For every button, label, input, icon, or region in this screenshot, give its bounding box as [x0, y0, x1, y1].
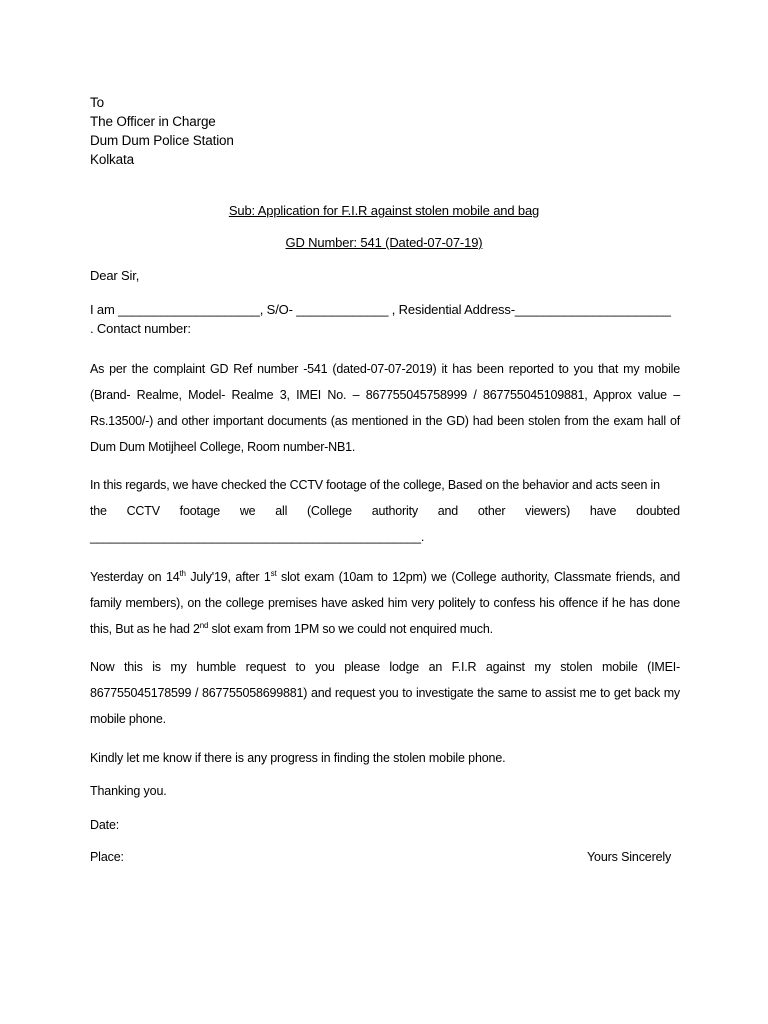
paragraph-complaint: As per the complaint GD Ref number -541 (dated-07-07-2019) it has been reported to you that my mobile (Brand- Realme, Model- Realme 3, IMEI No. – 867755045758999 / 867755045109881, Approx value – Rs.13500/-) and other important documents (as mentioned in the GD) had been stolen from the exam hall of Dum Dum Motijheel College, Room number-NB1.: [90, 362, 680, 454]
cctv-word: we: [239, 504, 256, 518]
cctv-word: footage: [179, 504, 220, 518]
paragraph-cctv: [90, 472, 680, 550]
gd-number: GD Number: 541 (Dated-07-07-19): [285, 235, 483, 250]
intro-line-1: I am ____________________, S/O- _____________ , Residential Address-______________________: [90, 302, 671, 317]
cctv-word: (College: [306, 504, 352, 518]
cctv-line-2: [90, 498, 680, 524]
cctv-word: other: [477, 504, 506, 518]
paragraph-request: Now this is my humble request to you please lodge an F.I.R against my stolen mobile (IMEI-867755045178599 / 867755058699881) and request you to investigate the same to assist me to get back my mobile phone.: [90, 660, 680, 726]
paragraph-progress: Kindly let me know if there is any progress in finding the stolen mobile phone.: [90, 751, 506, 765]
yesterday-part-2: July'19, after 1: [185, 570, 271, 584]
yesterday-sup-3: nd: [199, 621, 209, 630]
place-label: Place:: [90, 850, 124, 864]
yesterday-part-3: slot exam (10am to 12pm) we (College authority, Classmate friends, and family members), on the college premises have asked him very politely to confess his offence if he has done this, But as he had 2: [90, 570, 681, 636]
cctv-word: and: [437, 504, 458, 518]
thanking-you: Thanking you.: [90, 784, 167, 798]
cctv-word: the: [90, 504, 107, 518]
cctv-line-1: In this regards, we have checked the CCTV footage of the college, Based on the behavior and acts seen in: [90, 478, 660, 492]
address-city: Kolkata: [90, 152, 134, 167]
address-officer: The Officer in Charge: [90, 114, 216, 129]
date-label: Date:: [90, 818, 120, 832]
cctv-word: have: [589, 504, 617, 518]
intro-line-2: . Contact number:: [90, 321, 191, 336]
yesterday-sup-1: th: [179, 569, 186, 578]
salutation: Dear Sir,: [90, 268, 140, 283]
address-station: Dum Dum Police Station: [90, 133, 234, 148]
subject-line: Sub: Application for F.I.R against stolen mobile and bag: [228, 203, 540, 218]
cctv-word: authority: [371, 504, 418, 518]
cctv-word: doubted: [636, 504, 680, 518]
cctv-word: viewers): [525, 504, 571, 518]
cctv-word: all: [275, 504, 288, 518]
closing-signoff: Yours Sincerely: [587, 850, 672, 864]
address-to: To: [90, 95, 104, 110]
yesterday-sup-2: st: [270, 569, 277, 578]
cctv-word: CCTV: [126, 504, 160, 518]
paragraph-yesterday: [90, 564, 680, 642]
cctv-line-3: _________________________________________________.: [90, 530, 425, 544]
yesterday-part-1: Yesterday on 14: [90, 570, 180, 584]
yesterday-part-4: slot exam from 1PM so we could not enquired much.: [208, 622, 493, 636]
